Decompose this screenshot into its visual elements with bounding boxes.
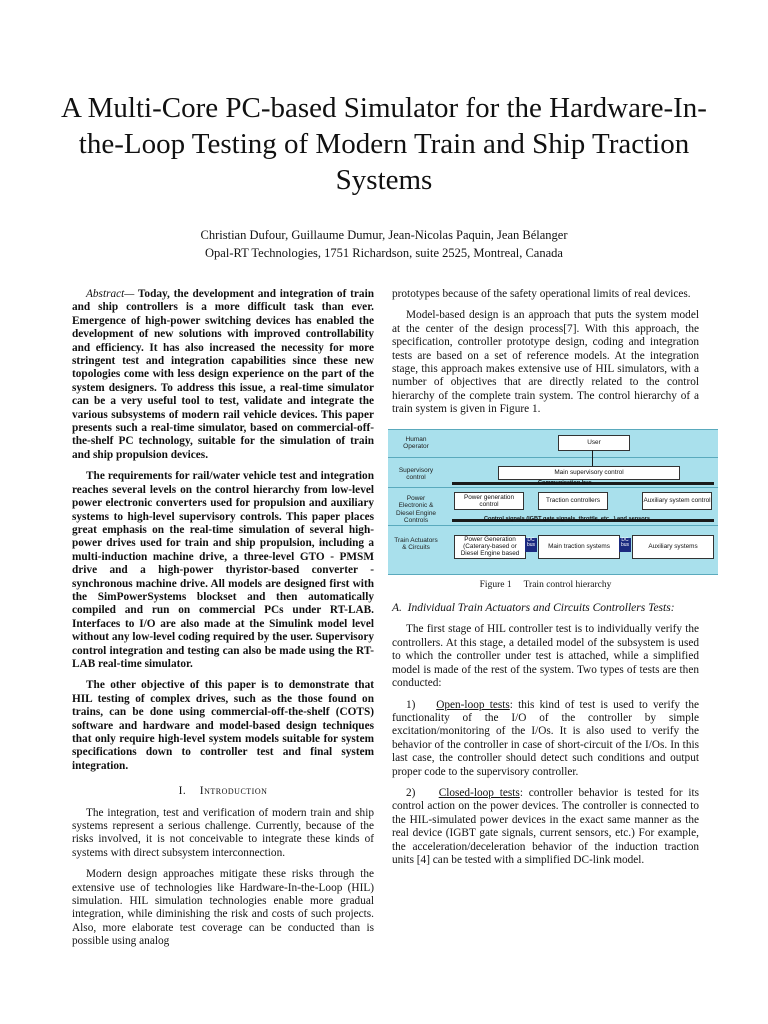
right-column (392, 288, 711, 875)
figure-caption-text: Train control hierarchy (523, 579, 612, 590)
dc-bus-2: DC bus (619, 538, 631, 552)
dc-bus-1: DC bus (525, 538, 537, 552)
bus-communication-label: Communication bus (538, 479, 592, 486)
band-label-train: Train Actuators & Circuits (394, 536, 438, 552)
band-label-supervisory: Supervisory control (398, 466, 434, 482)
body-paragraph-2: Model-based design is an approach that puts the system model at the center of the design process[7]. With this approach, the specification, controller prototype design, coding and integration tests are based on a set of reference models. At the integration stage, this approach makes extensive use of HIL simulators, with a number of objectives that are directly related to the control hierarchy of the complete train system. The control hierarchy of a train system is given in Figure 1. (392, 309, 699, 416)
subsection-title: Individual Train Actuators and Circuits Controllers Tests: (407, 602, 675, 615)
box-power-generation-control: Power generation control (454, 492, 524, 510)
section-heading-introduction (72, 785, 374, 798)
closed-loop-text: : controller behavior is tested for its control action on the power devices. The controller is connected to the HIL-simulated power devices in the exact same manner as the real device (IGBT gate signals, current sensors, etc.) For example, the acceleration/deceleration behavior of the induction traction units [4] can be tested with a simplified DC-link model. (392, 786, 699, 866)
bus-control-signals-label: Control signals (IGBT gate signals, throttle, etc...) and sensors (484, 515, 650, 522)
list-item-open-loop (392, 699, 699, 779)
open-loop-text: : this kind of test is used to verify the functionality of the I/O of the controller by simple excitation/monitoring of the I/Os. It is also used to verify the behavior of the controller in case of short-circuit of the I/Os. In this last case, the controller should detect such conditions and output proper code to the supervisory controller. (392, 698, 699, 778)
list-item-closed-loop (392, 787, 699, 867)
box-auxiliary-systems: Auxiliary systems (632, 535, 714, 559)
body-paragraph-3: The first stage of HIL controller test is to individually verify the controllers. At this stage, a detailed model of the subsystem is used to which the controller under test is attached, while a simplified model is made of the rest of the system. Two types of tests are then conducted: (392, 623, 699, 690)
figure-caption (392, 579, 699, 592)
abstract-paragraph (72, 288, 374, 462)
paper-title: A Multi-Core PC-based Simulator for the Hardware-In-the-Loop Testing of Modern Train and Ship Traction Systems (61, 92, 707, 196)
figure-caption-number: Figure 1 (479, 579, 512, 590)
box-user: User (558, 435, 630, 451)
box-auxiliary-system-control: Auxiliary system control (642, 492, 712, 510)
section-title: Introduction (199, 785, 268, 798)
subsection-heading-a (392, 602, 699, 615)
term-open-loop: Open-loop tests (436, 698, 510, 711)
band-label-human: Human Operator (403, 435, 429, 451)
box-main-traction-systems: Main traction systems (538, 535, 620, 559)
figure-train-control-hierarchy (388, 429, 718, 573)
term-closed-loop: Closed-loop tests (438, 786, 520, 799)
author-affiliation: Opal-RT Technologies, 1751 Richardson, suite 2525, Montreal, Canada (205, 246, 563, 260)
box-traction-controllers: Traction controllers (538, 492, 608, 510)
section-number: I. (178, 785, 187, 798)
list-item-number: 1) (406, 698, 416, 711)
abstract-text: Today, the development and integration of train and ship controllers is a more difficult task than ever. Emergence of high-power switching devices has enabled the development of new solutions with improved controllability and efficiency. It has also increased the necessity for more stringent test and integration capabilities since these new topologies come with less design experience on the part of the system designers. To address this issue, a real-time simulator can be a very useful tool to test, validate and integrate the various subsystems of modern rail vehicle devices. This paper presents such a real-time simulator, based on commercial-off-the-shelf PC technology, suitable for the simulation of train and ship propulsion devices. (72, 288, 374, 461)
author-block (60, 226, 708, 262)
body-paragraph-1: prototypes because of the safety operational limits of real devices. (392, 288, 691, 300)
author-names: Christian Dufour, Guillaume Dumur, Jean-Nicolas Paquin, Jean Bélanger (200, 228, 568, 242)
left-column (72, 288, 374, 957)
box-main-supervisory-control: Main supervisory control (498, 466, 680, 480)
list-item-number: 2) (406, 786, 416, 799)
band-label-power: Power Electronic & Diesel Engine Controls (395, 494, 437, 525)
abstract-label: Abstract— (86, 288, 135, 300)
intro-paragraph-2: Modern design approaches mitigate these risks through the extensive use of technologies like Hardware-In-the-Loop (HIL) simulation. HIL simulation technologies enable more gradual integration, while diminishing the risk and costs of such projects. Also, more elaborate test coverage can be conducted than is possible using analog (72, 868, 374, 948)
subsection-label: A. (392, 602, 402, 615)
intro-paragraph-1: The integration, test and verification of modern train and ship systems represent a serious challenge. Currently, because of the risks involved, it is not conceivable to integrate these kinds of systems with direct subsystem interconnection. (72, 806, 374, 859)
abstract-paragraph-3: The other objective of this paper is to demonstrate that HIL testing of complex drives, such as the those found on trains, can be done using commercial-off-the-shelf (COTS) software and hardware and model-based design techniques that only require high-level system models suitable for system specifications down to controller test and final system integration. (72, 679, 374, 772)
abstract-paragraph-2: The requirements for rail/water vehicle test and integration reaches several levels on the control hierarchy from low-level power electronic converters used for propulsion and auxiliary systems to high-level supervisory controls. This paper places great emphasis on the real-time simulation of several high-power drives used for train and ship propulsion, including a multi-induction machine drive, a three-level GTO - PMSM drive and a high-power thyristor-based converter - synchronous machine drive. All models are designed first with the SimPowerSystems blockset and then automatically compiled and run on commercial PCs under RT-LAB. Interfaces to I/O are also made at the Simulink model level without any low-level coding required by the user. Supervisory control integration and testing can also be made using the RT-LAB real-time simulator. (72, 470, 374, 670)
box-power-generation: Power Generation (Caterary-based or Diesel Engine based (454, 535, 526, 559)
line-user-link (592, 450, 593, 466)
